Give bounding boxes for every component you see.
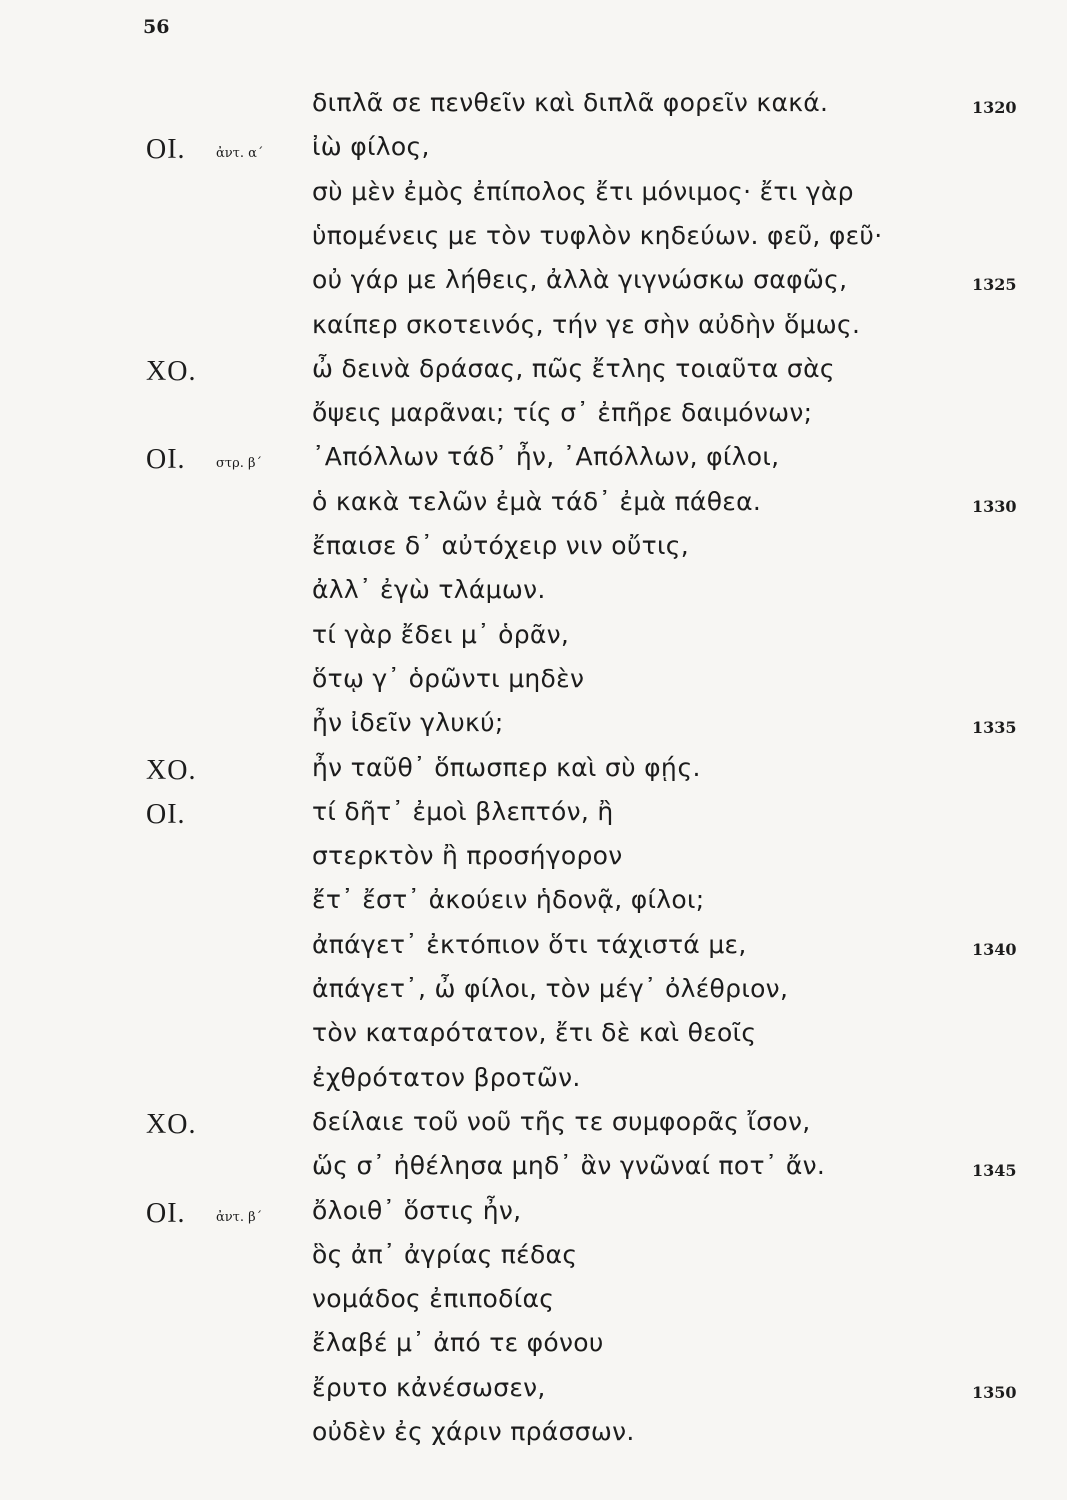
verse-line: [0, 1063, 1067, 1103]
verse-text: ᾽Απόλλων τάδ᾽ ἦν, ᾽Απόλλων, φίλοι,: [312, 442, 780, 472]
line-number: 1340: [972, 939, 1017, 959]
speaker-label: ΟΙ.: [146, 134, 186, 166]
verse-text: ἀλλ᾽ ἐγὼ τλάμων.: [312, 575, 546, 605]
verse-text: ὦ δεινὰ δράσας, πῶς ἔτλης τοιαῦτα σὰς: [312, 353, 835, 383]
verse-line: [0, 974, 1067, 1014]
verse-line: [0, 398, 1067, 438]
verse-line: [0, 310, 1067, 350]
verse-line: [0, 708, 1067, 748]
verse-text: νομάδος ἐπιποδίας: [312, 1284, 555, 1314]
verse-text: σὺ μὲν ἐμὸς ἐπίπολος ἔτι μόνιμος· ἔτι γὰρ: [312, 176, 854, 206]
verse-text: καίπερ σκοτεινός, τήν γε σὴν αὐδὴν ὅμως.: [312, 309, 861, 339]
verse-text: οὐδὲν ἐς χάριν πράσσων.: [312, 1417, 635, 1446]
verse-line: [0, 88, 1067, 128]
verse-line: [0, 753, 1067, 793]
line-number: 1320: [972, 98, 1017, 117]
verse-text: διπλᾶ σε πενθεῖν καὶ διπλᾶ φορεῖν κακά.: [312, 88, 829, 117]
verse-line: [0, 1373, 1067, 1413]
stanza-marker: στρ. β΄: [216, 456, 262, 472]
verse-line: [0, 575, 1067, 615]
verse-line: [0, 442, 1067, 482]
verse-line: [0, 1328, 1067, 1368]
verse-text: ἔπαισε δ᾽ αὐτόχειρ νιν οὔτις,: [312, 531, 689, 560]
speaker-label: ΟΙ.: [146, 444, 186, 476]
verse-line: [0, 487, 1067, 527]
verse-line: [0, 221, 1067, 261]
verse-text: ὑπομένεις με τὸν τυφλὸν κηδεύων. φεῦ, φεῦ·: [312, 220, 883, 250]
verse-text: ἀπάγετ᾽ ἐκτόπιον ὅτι τάχιστά με,: [312, 929, 747, 959]
speaker-label: ΧΟ.: [146, 355, 197, 387]
verse-text: ἔλαβέ μ᾽ ἀπό τε φόνου: [312, 1328, 604, 1358]
speaker-label: ΧΟ.: [146, 754, 197, 786]
verse-text: στερκτὸν ἢ προσήγορον: [312, 841, 623, 871]
verse-text: ὥς σ᾽ ἠθέλησα μηδ᾽ ἂν γνῶναί ποτ᾽ ἄν.: [312, 1151, 826, 1181]
page-number: 56: [143, 16, 170, 38]
verse-text: ὃς ἀπ᾽ ἀγρίας πέδας: [312, 1239, 578, 1269]
verse-text: ἰὼ φίλος,: [312, 132, 430, 162]
verse-line: [0, 177, 1067, 217]
verse-line: [0, 885, 1067, 925]
verse-text: ἦν ταῦθ᾽ ὅπωσπερ καὶ σὺ φῄς.: [312, 752, 701, 782]
verse-line: [0, 1107, 1067, 1147]
verse-text: τί δῆτ᾽ ἐμοὶ βλεπτόν, ἢ: [312, 796, 614, 826]
verse-line: [0, 1240, 1067, 1280]
verse-line: [0, 531, 1067, 571]
verse-text: οὐ γάρ με λήθεις, ἀλλὰ γιγνώσκω σαφῶς,: [312, 265, 848, 295]
verse-text: ὄψεις μαρᾶναι; τίς σ᾽ ἐπῆρε δαιμόνων;: [312, 398, 813, 428]
verse-text: ἦν ἰδεῖν γλυκύ;: [312, 708, 504, 738]
line-number: 1325: [972, 275, 1017, 295]
verse-text: τί γὰρ ἔδει μ᾽ ὁρᾶν,: [312, 619, 570, 649]
verse-line: [0, 1417, 1067, 1457]
verse-text: ὅτῳ γ᾽ ὁρῶντι μηδὲν: [312, 663, 585, 693]
verse-text: ἔτ᾽ ἔστ᾽ ἀκούειν ἡδονᾷ, φίλοι;: [312, 885, 705, 915]
speaker-label: ΟΙ.: [146, 798, 186, 830]
speaker-label: ΟΙ.: [146, 1197, 186, 1229]
verse-text: ὄλοιθ᾽ ὅστις ἦν,: [312, 1195, 522, 1225]
verse-line: [0, 620, 1067, 660]
verse-text: τὸν καταρότατον, ἔτι δὲ καὶ θεοῖς: [312, 1018, 757, 1048]
verse-line: [0, 132, 1067, 172]
verse-line: [0, 930, 1067, 970]
verse-line: [0, 265, 1067, 305]
verse-text: ἔρυτο κἀνέσωσεν,: [312, 1372, 546, 1402]
verse-line: [0, 354, 1067, 394]
line-number: 1345: [972, 1161, 1017, 1181]
stanza-marker: ἀντ. α΄: [216, 146, 264, 162]
verse-line: [0, 664, 1067, 704]
line-number: 1350: [972, 1382, 1017, 1402]
verse-text: ἐχθρότατον βροτῶν.: [312, 1062, 581, 1092]
verse-line: [0, 797, 1067, 837]
verse-line: [0, 841, 1067, 881]
speaker-label: ΧΟ.: [146, 1108, 197, 1140]
line-number: 1335: [972, 718, 1017, 738]
verse-line: [0, 1018, 1067, 1058]
verse-text: ἀπάγετ᾽, ὦ φίλοι, τὸν μέγ᾽ ὀλέθριον,: [312, 974, 789, 1003]
verse-text: δείλαιε τοῦ νοῦ τῆς τε συμφορᾶς ἴσον,: [312, 1106, 811, 1136]
stanza-marker: ἀντ. β΄: [216, 1209, 263, 1225]
verse-text: ὁ κακὰ τελῶν ἐμὰ τάδ᾽ ἐμὰ πάθεα.: [312, 486, 762, 516]
verse-line: [0, 1284, 1067, 1324]
verse-line: [0, 1196, 1067, 1236]
line-number: 1330: [972, 496, 1017, 516]
verse-line: [0, 1151, 1067, 1191]
